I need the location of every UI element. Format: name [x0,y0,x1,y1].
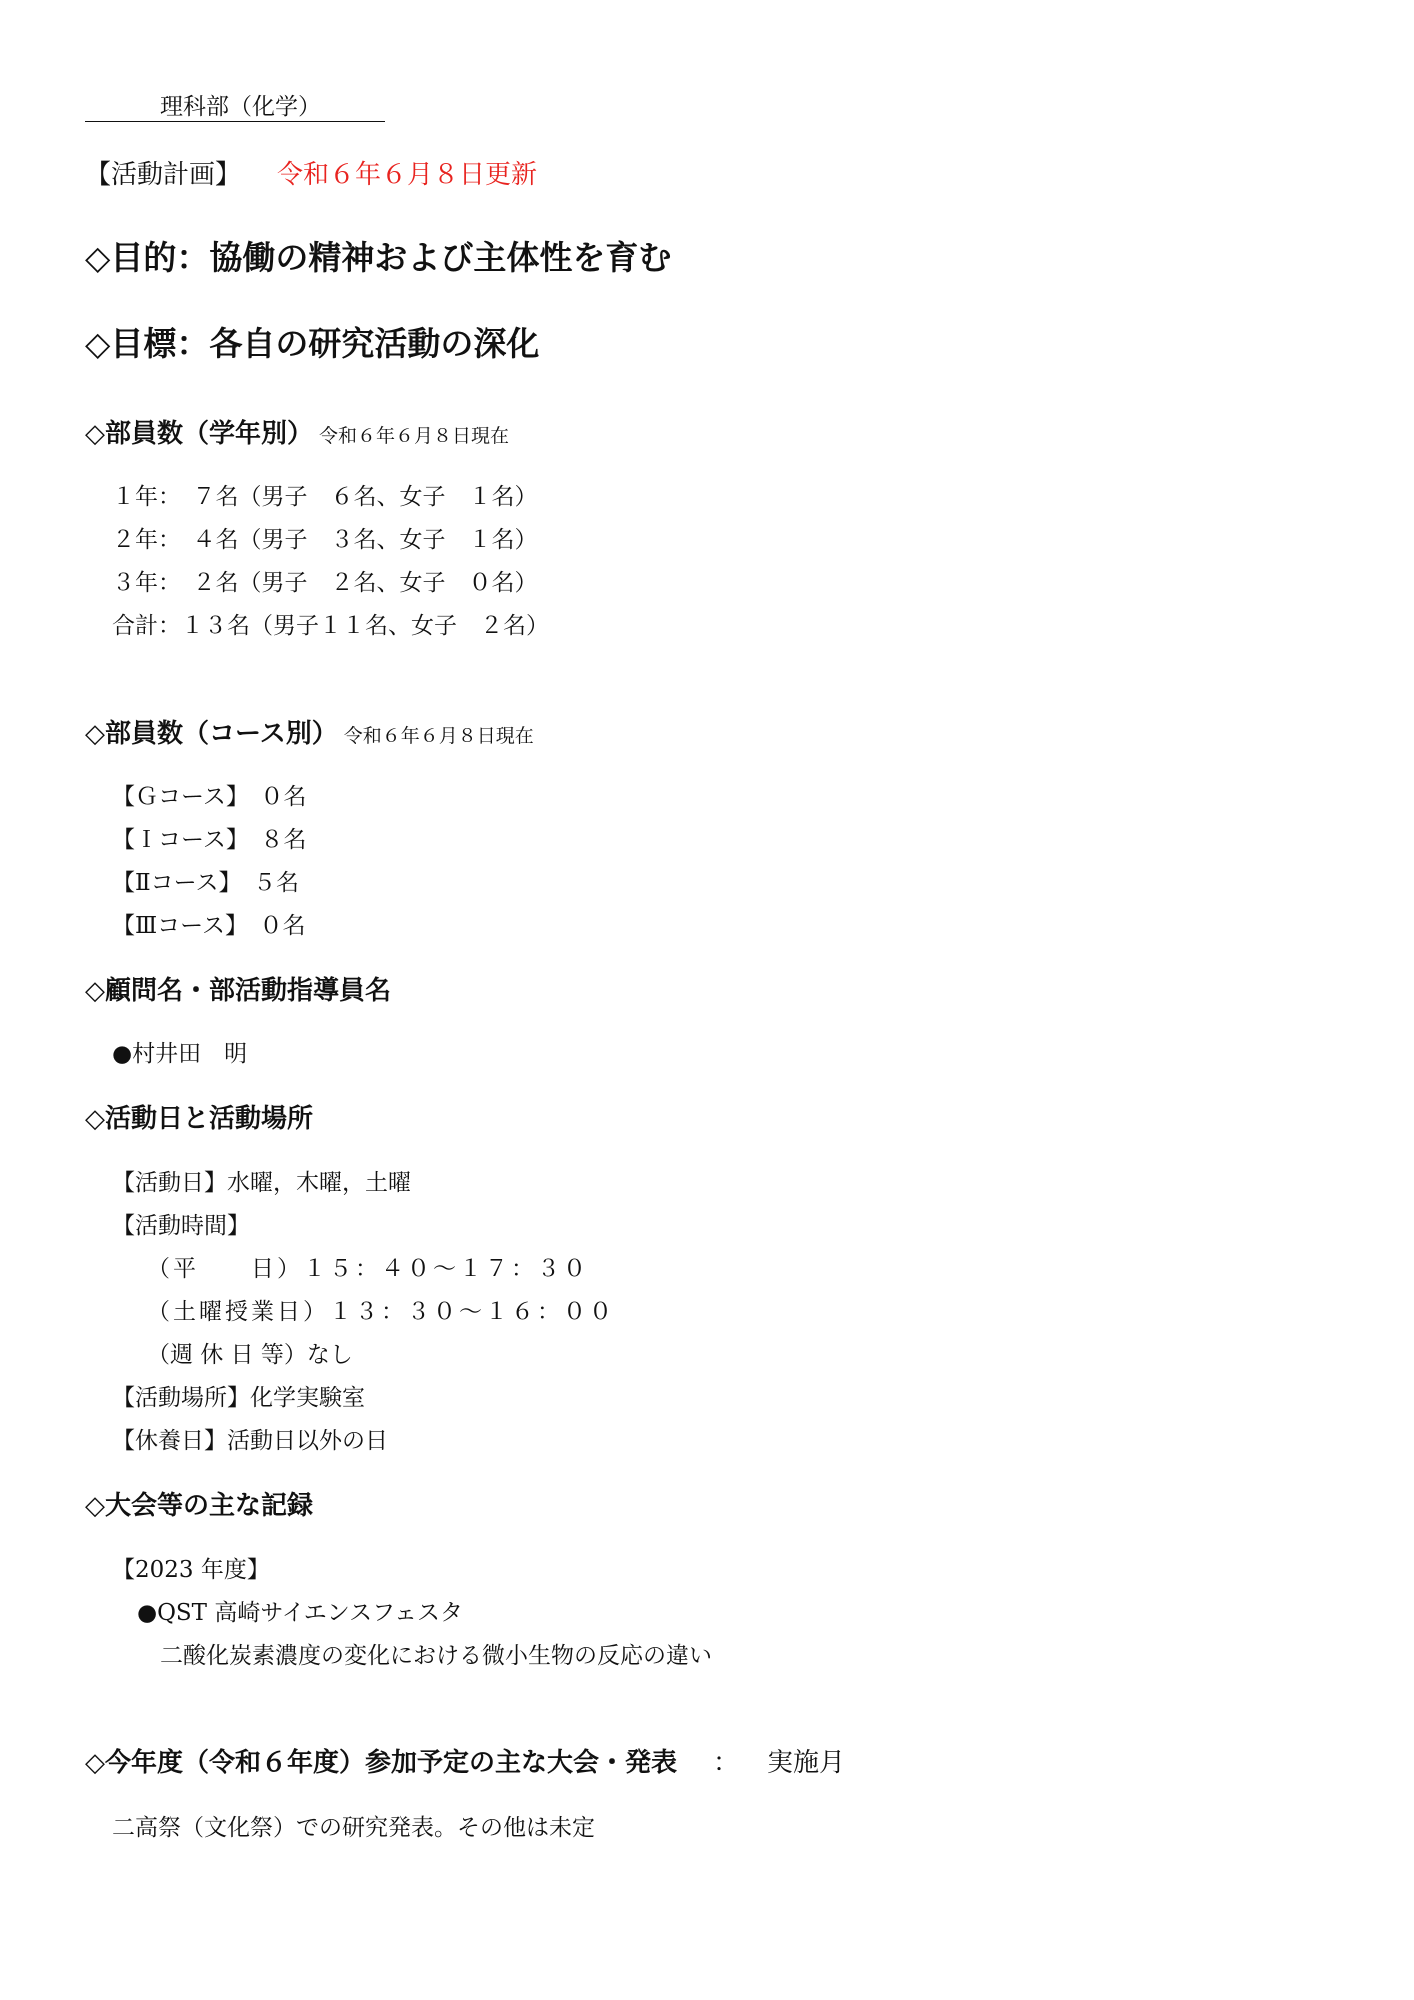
purpose-heading: ◇目的：協働の精神および主体性を育む [85,238,672,277]
activity-hours-weekday: （平 日）１５：４０～１７：３０ [147,1256,589,1282]
members-by-course-as-of: 令和６年６月８日現在 [343,725,534,747]
course-row-ii: 【Ⅱコース】 ５名 [112,870,299,896]
members-by-grade-title: ◇部員数（学年別） [85,419,313,449]
records-title: 二酸化炭素濃度の変化における微小生物の反応の違い [160,1643,712,1669]
members-by-grade-heading [85,413,509,450]
members-by-grade-as-of: 令和６年６月８日現在 [319,425,510,447]
plans-month-label: 実施月 [767,1748,846,1778]
club-name-underline [85,121,385,122]
plans-heading-title: ◇今年度（令和６年度）参加予定の主な大会・発表 [85,1748,677,1778]
grade-row-3: ３年： ２名（男子 ２名、女子 ０名） [112,570,538,596]
advisor-name: ●村井田 明 [112,1041,248,1067]
grade-row-1: １年： ７名（男子 ６名、女子 １名） [112,484,538,510]
records-year: 【2023 年度】 [112,1557,270,1583]
course-row-iii: 【Ⅲコース】 ０名 [112,913,306,939]
activity-hours-label: 【活動時間】 [112,1213,250,1239]
plans-content: 二高祭（文化祭）での研究発表。その他は未定 [112,1815,595,1841]
advisor-heading: ◇顧問名・部活動指導員名 [85,976,391,1006]
updated-date: 令和６年６月８日更新 [277,160,538,190]
records-event: ●QST 高崎サイエンスフェスタ [137,1600,463,1626]
grade-row-total: 合計：１３名（男子１１名、女子 ２名） [112,613,549,639]
goal-heading: ◇目標：各自の研究活動の深化 [85,324,540,363]
activity-heading: ◇活動日と活動場所 [85,1104,313,1134]
members-by-course-heading [85,713,534,750]
members-by-course-title: ◇部員数（コース別） [85,719,338,749]
records-heading: ◇大会等の主な記録 [85,1491,313,1521]
activity-days: 【活動日】水曜，木曜，土曜 [112,1170,411,1196]
rest-days: 【休養日】活動日以外の日 [112,1428,388,1454]
activity-hours-saturday: （土曜授業日）１３：３０～１６：００ [147,1299,615,1325]
activity-plan-line [85,154,537,191]
plans-heading [85,1742,845,1779]
plans-separator: ： [713,1748,740,1778]
plan-label: 【活動計画】 [85,160,242,190]
club-name: 理科部（化学） [160,94,321,120]
course-row-g: 【Ｇコース】 ０名 [112,784,307,810]
grade-row-2: ２年： ４名（男子 ３名、女子 １名） [112,527,538,553]
course-row-i: 【Ｉコース】 ８名 [112,827,307,853]
activity-place: 【活動場所】化学実験室 [112,1385,365,1411]
activity-hours-holiday: （週 休 日 等）なし [147,1342,353,1368]
